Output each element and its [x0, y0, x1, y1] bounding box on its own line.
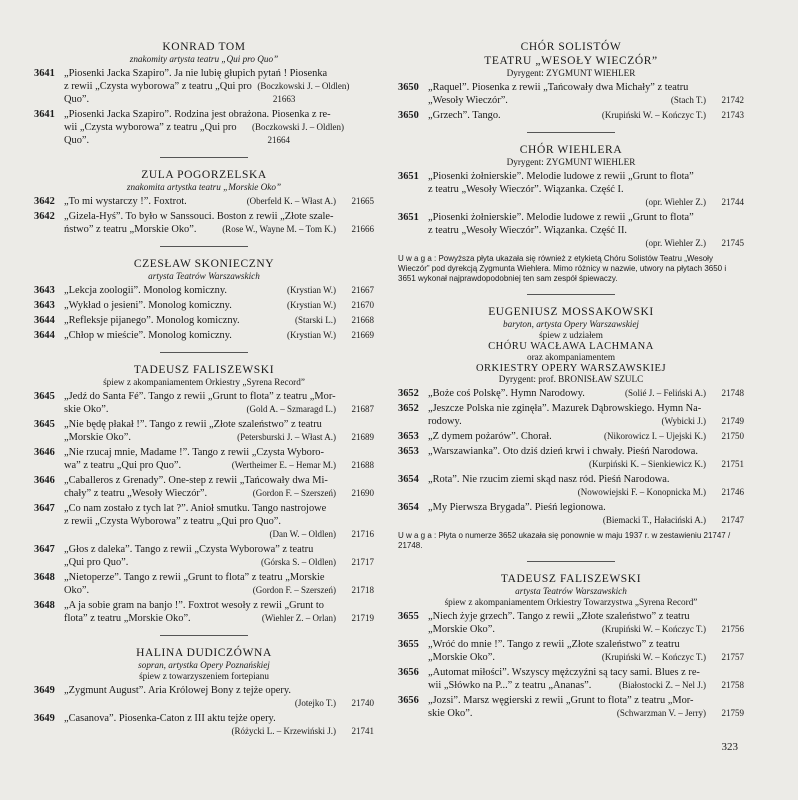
record-number: 3644 [34, 330, 55, 341]
matrix-number: 21668 [351, 315, 374, 325]
credits [222, 223, 374, 236]
credits [262, 612, 374, 625]
record-number: 3652 [398, 403, 419, 414]
credits [247, 195, 374, 208]
artist-name: KONRAD TOM [162, 41, 246, 53]
artist-name: HALINA DUDICZÓWNA [136, 647, 272, 659]
credits [252, 121, 374, 147]
matrix-number: 21664 [267, 135, 290, 145]
credits [602, 109, 744, 122]
catalog-entry [398, 402, 744, 428]
record-number: 3646 [34, 447, 55, 458]
left-column [34, 40, 374, 742]
artist-description: znakomity artysta teatru „Qui pro Quo” [129, 54, 279, 64]
catalog-entry [398, 473, 744, 499]
composer-lyricist: (Krystian W.) [287, 285, 336, 295]
entry-title-cont: Oko”. [64, 585, 90, 596]
credits [619, 679, 744, 692]
entry-title: „Nie będę płakał !”. Tango z rewii „Złote szaleństwo” z teatru [64, 419, 322, 430]
credits [625, 387, 744, 400]
section-chor-solistow [398, 40, 744, 122]
record-number: 3651 [398, 212, 419, 223]
credits [604, 430, 744, 443]
record-number: 3642 [34, 196, 55, 207]
matrix-number: 21759 [721, 708, 744, 718]
catalog-entry [34, 390, 374, 416]
matrix-number: 21663 [272, 94, 296, 104]
artist-name: EUGENIUSZ MOSSAKOWSKI [488, 306, 654, 318]
ensemble-name: CHÓR WIEHLERA [519, 144, 623, 156]
entry-title: „Chłop w mieście”. Monolog komiczny. [64, 330, 232, 341]
catalog-entry [398, 81, 744, 107]
entry-title: „Boże coś Polskę”. Hymn Narodowy. [428, 388, 585, 399]
matrix-number: 21717 [351, 557, 374, 567]
matrix-number: 21667 [351, 285, 374, 295]
credits [602, 623, 744, 636]
record-number: 3646 [34, 475, 55, 486]
credits [295, 314, 374, 327]
accompaniment-note: śpiew z akompaniamentem Orkiestry Towarzystwa „Syrena Record” [444, 597, 698, 607]
catalog-entry [34, 502, 374, 541]
catalog-entry [34, 599, 374, 625]
entry-title-cont: „Morskie Oko”. [64, 432, 131, 443]
accompaniment-note: śpiew z towarzyszeniem fortepianu [139, 671, 269, 681]
artist-description: baryton, artysta Opery Warszawskiej [503, 319, 639, 329]
entry-title-cont: z rewii „Czysta Wyborowa” z teatru „Qui pro Quo”. [64, 516, 282, 527]
credits [257, 80, 374, 106]
section-divider [527, 132, 615, 133]
record-number: 3655 [398, 611, 419, 622]
record-number: 3641 [34, 109, 55, 120]
composer-lyricist: (Wertheimer E. – Hemar M.) [231, 460, 336, 470]
credits [617, 707, 744, 720]
section-halina-dudiczowna [34, 646, 374, 738]
catalog-entry [34, 314, 374, 327]
catalog-entry [398, 501, 744, 527]
artist-name: TADEUSZ FALISZEWSKI [500, 573, 642, 585]
catalog-entry [398, 666, 744, 692]
composer-lyricist: (Górska S. – Oldlen) [261, 557, 336, 567]
matrix-number: 21746 [721, 487, 744, 497]
credits [287, 329, 374, 342]
entry-title: „Wykład o jesieni”. Monolog komiczny. [64, 300, 232, 311]
composer-lyricist: (Kurpiński K. – Sienkiewicz K.) [589, 459, 706, 469]
entry-title-cont: „Wesoły Wieczór”. [428, 95, 508, 106]
credits [646, 238, 744, 248]
matrix-number: 21665 [351, 196, 374, 206]
conductor: Dyrygent: ZYGMUNT WIEHLER [506, 68, 636, 78]
entry-title-cont: wii „Czysta wyborowa” z teatru „Qui pro Quo”. [64, 122, 237, 146]
conductor: Dyrygent: prof. BRONISŁAW SZULC [498, 374, 644, 384]
record-number: 3650 [398, 110, 419, 121]
credits [287, 284, 374, 297]
matrix-number: 21748 [721, 388, 744, 398]
composer-lyricist: (Stach T.) [670, 95, 706, 105]
composer-lyricist: (Jotejko T.) [294, 698, 336, 708]
entry-title-cont: chały” z teatru „Wesoły Wieczór”. [64, 488, 208, 499]
catalog-entry [34, 67, 374, 106]
record-number: 3643 [34, 300, 55, 311]
artist-name: TADEUSZ FALISZEWSKI [133, 364, 275, 376]
conductor: Dyrygent: ZYGMUNT WIEHLER [506, 157, 636, 167]
composer-lyricist: (Nowowiejski F. – Konopnicka M.) [577, 487, 706, 497]
matrix-number: 21688 [351, 460, 374, 470]
credits [253, 487, 374, 500]
matrix-number: 21749 [721, 416, 744, 426]
catalog-entry [398, 430, 744, 443]
artist-description: znakomita artystka teatru „Morskie Oko” [126, 182, 282, 192]
matrix-number: 21740 [351, 698, 374, 708]
composer-lyricist: (Dan W. – Oldlen) [269, 529, 336, 539]
matrix-number: 21741 [351, 726, 374, 736]
ensemble-name-line2: TEATRU „WESOŁY WIECZÓR” [484, 55, 658, 67]
record-number: 3650 [398, 82, 419, 93]
composer-lyricist: (Krupiński W. – Kończyc T.) [601, 652, 706, 662]
entry-title: „Caballeros z Grenady”. One-step z rewii „Tańcowały dwa Mi- [64, 475, 328, 486]
catalog-entry [398, 445, 744, 471]
composer-lyricist: (Biemacki T., Hałaciński A.) [602, 515, 706, 525]
orchestra-name: ORKIESTRY OPERY WARSZAWSKIEJ [475, 363, 667, 374]
composer-lyricist: (Petersburski J. – Włast A.) [237, 432, 336, 442]
artist-name: ZULA POGORZELSKA [141, 169, 267, 181]
composer-lyricist: (Różycki L. – Krzewiński J.) [231, 726, 336, 736]
credits [261, 556, 374, 569]
composer-lyricist: (Solié J. – Feliński A.) [624, 388, 706, 398]
remark-note: U w a g a : Powyższa płyta ukazała się również z etykietą Chóru Solistów Teatru „Wesoły Wieczór” pod dyrekcją Zygmunta Wiehlera. Mimo różnicy w nazwie, utwory na płytach 3650 i 3651 wykonał najprawdopodobniej ten sam zespół śpiewaczy. [398, 254, 727, 283]
entry-title: „Co nam zostało z tych lat ?”. Anioł smutku. Tango nastrojowe [64, 503, 327, 514]
record-number: 3648 [34, 572, 55, 583]
entry-title: „Rota”. Nie rzucim ziemi skąd nasz ród. Pieśń Narodowa. [428, 474, 670, 485]
record-number: 3647 [34, 544, 55, 555]
entry-title-cont: skie Oko”. [428, 708, 473, 719]
entry-title: „A ja sobie gram na banjo !”. Foxtrot wesoły z rewii „Grunt to [64, 600, 324, 611]
entry-title-cont: skie Oko”. [64, 404, 109, 415]
entry-title: „Nie rzucaj mnie, Madame !”. Tango z rewii „Czysta Wyboro- [64, 447, 324, 458]
credits [295, 698, 374, 708]
entry-title: „Refleksje pijanego”. Monolog komiczny. [64, 315, 240, 326]
record-number: 3653 [398, 431, 419, 442]
credits [232, 459, 374, 472]
accompaniment-note: śpiew z udziałem [539, 330, 603, 340]
record-number: 3647 [34, 503, 55, 514]
catalog-entry [34, 684, 374, 710]
matrix-number: 21742 [721, 95, 744, 105]
matrix-number: 21689 [351, 432, 374, 442]
right-column [398, 40, 744, 724]
section-divider [160, 246, 248, 247]
matrix-number: 21757 [721, 652, 744, 662]
entry-title: „Jeszcze Polska nie zginęła”. Mazurek Dąbrowskiego. Hymn Na- [428, 403, 702, 414]
entry-title-cont: wa” z teatru „Qui pro Quo”. [64, 460, 182, 471]
composer-lyricist: (Schwarzman V. – Jerry) [616, 708, 706, 718]
record-number: 3648 [34, 600, 55, 611]
record-number: 3654 [398, 502, 419, 513]
record-number: 3649 [34, 685, 55, 696]
catalog-entry [34, 108, 374, 147]
catalog-entry [34, 571, 374, 597]
matrix-number: 21758 [721, 680, 744, 690]
catalog-entry [34, 446, 374, 472]
matrix-number: 21744 [721, 197, 744, 207]
matrix-number: 21669 [351, 330, 374, 340]
catalog-entry [398, 638, 744, 664]
section-divider [160, 352, 248, 353]
catalog-entry [398, 170, 744, 209]
section-zula-pogorzelska [34, 168, 374, 236]
matrix-number: 21751 [721, 459, 744, 469]
credits [671, 94, 744, 107]
entry-title-cont: „Morskie Oko”. [428, 624, 495, 635]
matrix-number: 21719 [351, 613, 374, 623]
entry-title: „Piosenki Jacka Szapiro”. Ja nie lubię głupich pytań ! Piosenka [64, 68, 328, 79]
entry-title: „Piosenki żołnierskie”. Melodie ludowe z rewii „Grunt to flota” [428, 212, 694, 223]
composer-lyricist: (Białostocki Z. – Nel J.) [619, 680, 706, 690]
composer-lyricist: (Boczkowski J. – Oldlen) [257, 81, 350, 91]
section-divider [160, 635, 248, 636]
record-number: 3642 [34, 211, 55, 222]
matrix-number: 21743 [721, 110, 744, 120]
entry-title-cont: „Qui pro Quo”. [64, 557, 129, 568]
record-number: 3654 [398, 474, 419, 485]
composer-lyricist: (Krupiński W. – Kończyc T.) [601, 110, 706, 120]
composer-lyricist: (Gold A. – Szmaragd L.) [246, 404, 336, 414]
catalog-entry [34, 284, 374, 297]
section-divider [160, 157, 248, 158]
entry-title: „My Pierwsza Brygada”. Pieśń legionowa. [428, 502, 606, 513]
section-chor-wiehlera [398, 143, 744, 284]
credits [662, 415, 744, 428]
composer-lyricist: (Oberfeld K. – Włast A.) [246, 196, 336, 206]
section-tadeusz-faliszewski [34, 363, 374, 625]
entry-title: „Zygmunt August”. Aria Królowej Bony z tejże opery. [64, 685, 291, 696]
entry-title: „Piosenki Jacka Szapiro”. Rodzina jest obrażona. Piosenka z re- [64, 109, 331, 120]
matrix-number: 21745 [721, 238, 744, 248]
credits [603, 515, 744, 525]
entry-title: „To mi wystarczy !”. Foxtrot. [64, 196, 187, 207]
record-number: 3653 [398, 446, 419, 457]
entry-title-cont: z teatru „Wesoły Wieczór”. Wiązanka. Część II. [428, 225, 628, 236]
matrix-number: 21666 [351, 224, 374, 234]
credits [253, 584, 374, 597]
entry-title: „Grzech”. Tango. [428, 110, 501, 121]
credits [270, 529, 375, 539]
credits [247, 403, 374, 416]
composer-lyricist: (Rose W., Wayne M. – Tom K.) [222, 224, 336, 234]
section-divider [527, 294, 615, 295]
catalog-entry [398, 211, 744, 250]
entry-title: „Piosenki żołnierskie”. Melodie ludowe z rewii „Grunt to flota” [428, 171, 694, 182]
matrix-number: 21670 [351, 300, 374, 310]
credits [589, 459, 744, 469]
composer-lyricist: (Gordon F. – Szerszeń) [252, 488, 336, 498]
entry-title: „Wróć do mnie !”. Tango z rewii „Złote szaleństwo” z teatru [428, 639, 680, 650]
composer-lyricist: (Starski L.) [295, 315, 336, 325]
catalog-entry [34, 712, 374, 738]
credits [287, 299, 374, 312]
matrix-number: 21687 [351, 404, 374, 414]
section-divider [527, 561, 615, 562]
section-czeslaw-skonieczny [34, 257, 374, 342]
matrix-number: 21747 [721, 515, 744, 525]
record-number: 3643 [34, 285, 55, 296]
record-number: 3656 [398, 667, 419, 678]
entry-title: „Lekcja zoologii”. Monolog komiczny. [64, 285, 227, 296]
credits [602, 651, 744, 664]
entry-title-cont: z rewii „Czysta wyborowa” z teatru „Qui pro Quo”. [64, 81, 252, 105]
matrix-number: 21718 [351, 585, 374, 595]
catalog-entry [398, 387, 744, 400]
record-number: 3655 [398, 639, 419, 650]
catalog-entry [34, 329, 374, 342]
composer-lyricist: (Boczkowski J. – Oldlen) [251, 122, 344, 132]
section-eugeniusz-mossakowski [398, 305, 744, 551]
composer-lyricist: (Krupiński W. – Kończyc T.) [601, 624, 706, 634]
section-konrad-tom [34, 40, 374, 147]
entry-title: „Z dymem pożarów”. Chorał. [428, 431, 552, 442]
entry-title: „Casanova”. Piosenka-Caton z III aktu tejże opery. [64, 713, 276, 724]
composer-lyricist: (opr. Wiehler Z.) [645, 238, 706, 248]
entry-title-cont: z teatru „Wesoły Wieczór”. Wiązanka. Część I. [428, 184, 624, 195]
entry-title: „Niech żyje grzech”. Tango z rewii „Złote szaleństwo” z teatru [428, 611, 690, 622]
record-number: 3651 [398, 171, 419, 182]
catalog-entry [34, 299, 374, 312]
matrix-number: 21750 [721, 431, 744, 441]
record-number: 3649 [34, 713, 55, 724]
record-number: 3641 [34, 68, 55, 79]
record-number: 3656 [398, 695, 419, 706]
ensemble-name: CHÓR SOLISTÓW [520, 41, 622, 53]
entry-title-cont: flota” z teatru „Morskie Oko”. [64, 613, 191, 624]
entry-title: „Warszawianka”. Oto dziś dzień krwi i chwały. Pieśń Narodowa. [428, 446, 698, 457]
composer-lyricist: (Gordon F. – Szerszeń) [252, 585, 336, 595]
catalog-entry [34, 195, 374, 208]
artist-name: CZESŁAW SKONIECZNY [133, 258, 275, 270]
artist-description: artysta Teatrów Warszawskich [148, 271, 260, 281]
entry-title: „Automat miłości”. Wszyscy mężczyźni są tacy sami. Blues z re- [428, 667, 700, 678]
entry-title: „Nietoperze”. Tango z rewii „Grunt to flota” z teatru „Morskie [64, 572, 325, 583]
composer-lyricist: (Krystian W.) [287, 300, 336, 310]
entry-title: „Gizela-Hyś”. To było w Sanssouci. Boston z rewii „Złote szale- [64, 211, 334, 222]
entry-title: „Jozsi”. Marsz węgierski z rewii „Grunt to flota” z teatru „Mor- [428, 695, 694, 706]
artist-description: śpiew z akompaniamentem Orkiestry „Syrena Record” [103, 377, 305, 387]
composer-lyricist: (opr. Wiehler Z.) [645, 197, 706, 207]
accompaniment-note-2: oraz akompaniamentem [526, 352, 615, 362]
credits [646, 197, 744, 207]
catalog-entry [398, 610, 744, 636]
entry-title-cont: ństwo” z teatru „Morskie Oko”. [64, 224, 197, 235]
credits [237, 431, 374, 444]
record-number: 3645 [34, 391, 55, 402]
composer-lyricist: (Nikorowicz I. – Ujejski K.) [604, 431, 706, 441]
entry-title-cont: rodowy. [428, 416, 462, 427]
page-number: 323 [721, 741, 738, 753]
catalog-entry [398, 694, 744, 720]
composer-lyricist: (Krystian W.) [287, 330, 336, 340]
catalog-entry [34, 210, 374, 236]
section-tadeusz-faliszewski-2 [398, 572, 744, 720]
catalog-entry [34, 418, 374, 444]
catalog-entry [398, 109, 744, 122]
matrix-number: 21716 [351, 529, 374, 539]
entry-title: „Raquel”. Piosenka z rewii „Tańcowały dwa Michały” z teatru [428, 82, 689, 93]
catalog-entry [34, 474, 374, 500]
credits [578, 487, 744, 497]
matrix-number: 21756 [721, 624, 744, 634]
catalog-entry [34, 543, 374, 569]
record-number: 3645 [34, 419, 55, 430]
artist-description: artysta Teatrów Warszawskich [515, 586, 627, 596]
record-number: 3652 [398, 388, 419, 399]
matrix-number: 21690 [351, 488, 374, 498]
entry-title-cont: wii „Słówko na P...” z teatru „Ananas”. [428, 680, 592, 691]
credits [232, 726, 374, 736]
entry-title-cont: „Morskie Oko”. [428, 652, 495, 663]
entry-title: „Głos z daleka”. Tango z rewii „Czysta Wyborowa” z teatru [64, 544, 314, 555]
record-number: 3644 [34, 315, 55, 326]
entry-title: „Jedź do Santa Fé”. Tango z rewii „Grunt to flota” z teatru „Mor- [64, 391, 336, 402]
composer-lyricist: (Wiehler Z. – Orlan) [261, 613, 336, 623]
artist-description: sopran, artystka Opery Poznańskiej [138, 660, 270, 670]
remark-note: U w a g a : Płyta o numerze 3652 ukazała się ponownie w maju 1937 r. w zestawieniu 21747 / 21748. [398, 531, 731, 550]
choir-name: CHÓRU WACŁAWA LACHMANA [488, 341, 654, 352]
composer-lyricist: (Wybicki J.) [661, 416, 706, 426]
